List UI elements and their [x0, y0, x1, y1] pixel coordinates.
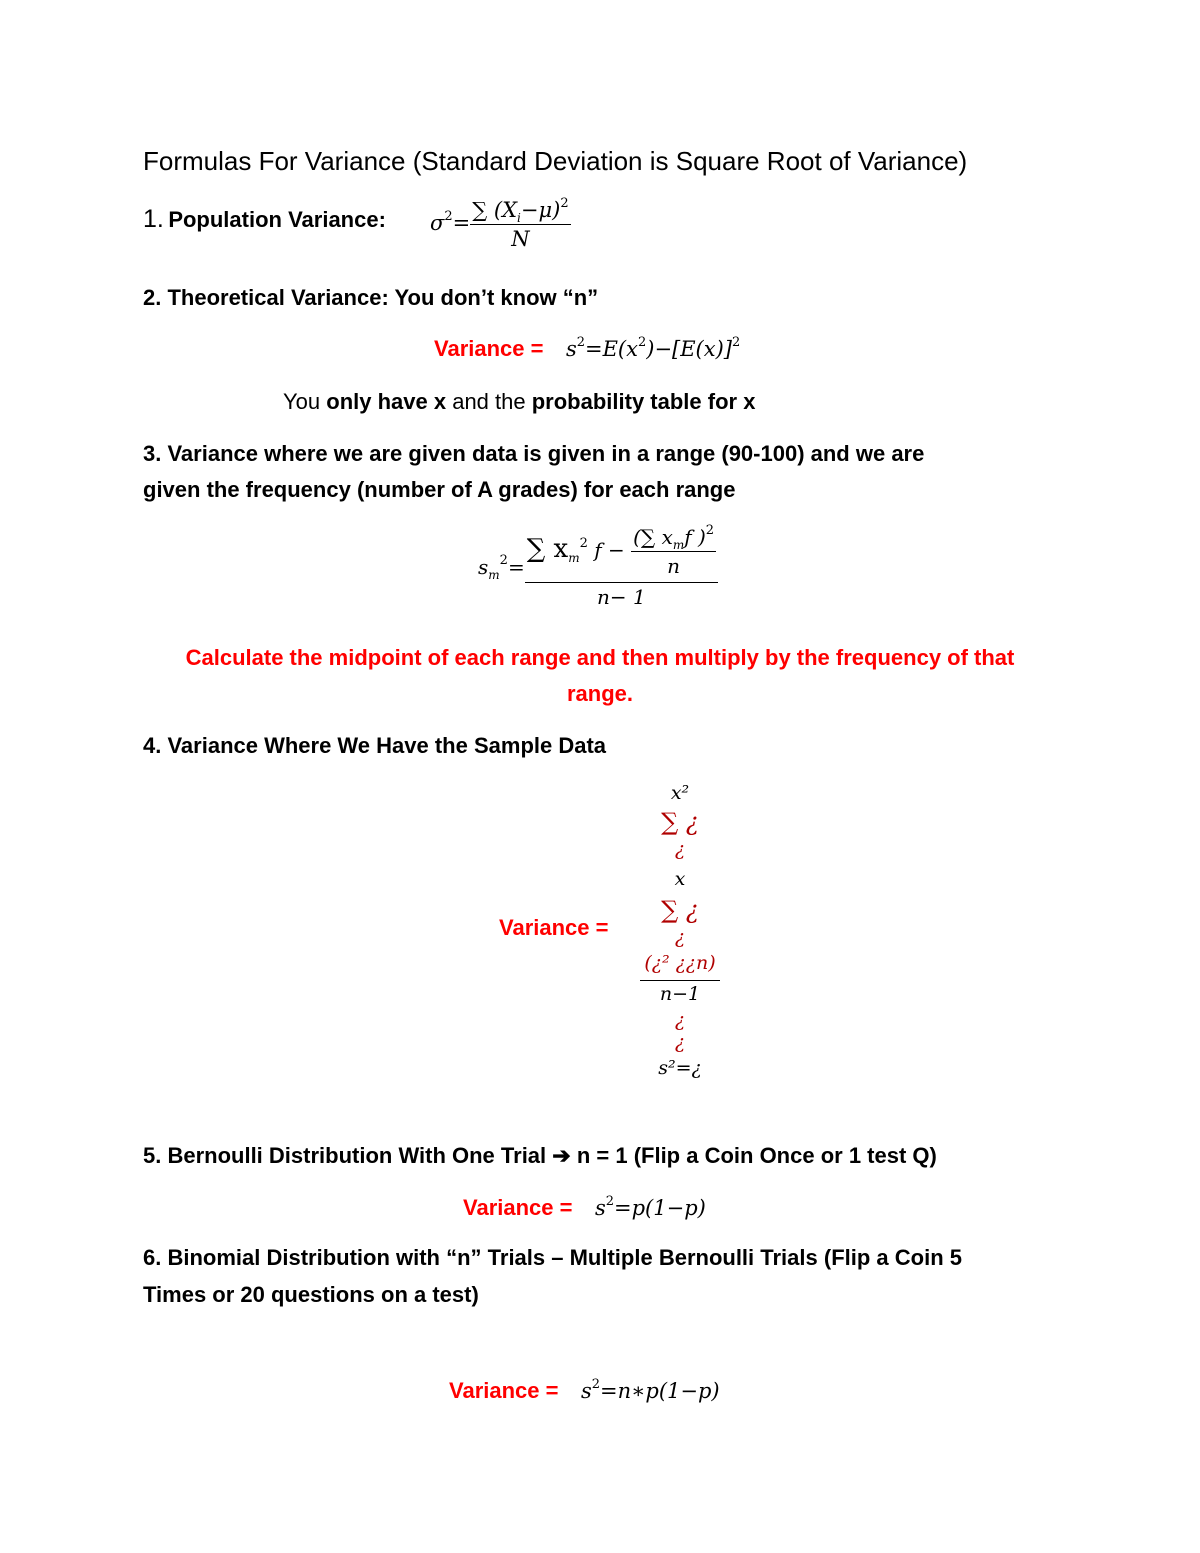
theoretical-variance-formula — [566, 337, 740, 361]
subscript: m — [488, 568, 500, 582]
bernoulli-variance-line — [463, 1195, 706, 1221]
stack-line: ¿ — [674, 838, 686, 860]
formula-middle: =E(x — [585, 337, 638, 361]
sample-variance-garbled-formula — [620, 784, 740, 1085]
population-variance-formula — [430, 198, 571, 251]
stack-line: ∑ ¿ — [661, 808, 699, 836]
heading-text: n = 1 (Flip a Coin Once or 1 test Q) — [570, 1143, 937, 1168]
stack-line: ∑ ¿ — [661, 896, 699, 924]
section-3-note-line2: range. — [566, 681, 634, 706]
section-3-heading-line1: 3. Variance where we are given data is given in a range (90-100) and we are — [143, 441, 925, 466]
numerator-subscript: i — [517, 211, 521, 225]
sigma-symbol: σ — [430, 211, 445, 235]
fraction-numerator: ∑ (X — [472, 198, 518, 222]
inner-numerator: (∑ x — [633, 525, 673, 549]
grouped-variance-fraction — [525, 525, 718, 609]
note-text: You — [283, 389, 327, 414]
right-arrow-icon: ➔ — [552, 1143, 571, 1168]
exponent: 2 — [499, 553, 508, 568]
formula-tail: =p(1−p) — [614, 1196, 706, 1220]
equals-sign: = — [507, 555, 525, 579]
exponent: 2 — [591, 1377, 600, 1392]
grouped-variance-formula — [478, 525, 718, 609]
section-6-heading-line2: Times or 20 questions on a test) — [143, 1282, 479, 1307]
stack-line: ¿ — [674, 1031, 686, 1053]
binomial-variance-formula — [581, 1379, 720, 1403]
note-bold: probability table for x — [531, 389, 756, 414]
s-symbol: s — [580, 1379, 592, 1403]
subscript: m — [672, 538, 685, 552]
section-1 — [143, 205, 386, 234]
fraction-denominator: N — [511, 227, 530, 251]
exponent: 2 — [579, 536, 588, 551]
section-5-heading — [143, 1143, 937, 1169]
stack-line: x — [674, 868, 686, 890]
variance-label: Variance = — [499, 915, 609, 940]
sum-symbol: ∑ x — [526, 534, 569, 564]
stack-line: ¿ — [674, 1009, 686, 1031]
sigma-exponent: 2 — [444, 209, 453, 224]
exponent: 2 — [705, 523, 715, 538]
variance-label: Variance = — [463, 1195, 573, 1220]
variance-label: Variance = — [449, 1378, 559, 1403]
note-bold: only have x — [326, 389, 447, 414]
section-3-heading-line2: given the frequency (number of A grades) for each range — [143, 477, 736, 502]
section-6-heading-line1: 6. Binomial Distribution with “n” Trials – Multiple Bernoulli Trials (Flip a Coin 5 — [143, 1245, 962, 1270]
stack-line: x² — [670, 782, 690, 804]
s-symbol: s — [594, 1196, 606, 1220]
section-2-note — [283, 389, 755, 415]
bernoulli-variance-formula — [595, 1196, 706, 1220]
s-symbol: s — [565, 337, 577, 361]
stack-line: (¿² ¿¿n) — [640, 954, 720, 981]
section-3-note-line1: Calculate the midpoint of each range and then multiply by the frequency of that — [185, 645, 1015, 670]
theoretical-variance-line — [434, 336, 740, 362]
subscript: m — [568, 551, 580, 565]
stack-line: n−1 — [659, 983, 701, 1005]
section-1-number: 1. — [143, 205, 164, 233]
inner-fraction — [631, 525, 716, 578]
section-1-label: Population Variance: — [168, 207, 386, 232]
formula-tail: =n∗p(1−p) — [600, 1379, 720, 1403]
inner-denominator: n — [667, 554, 681, 578]
binomial-variance-line — [449, 1378, 720, 1404]
f-term: f − — [594, 538, 625, 562]
heading-text: 5. Bernoulli Distribution With One Trial — [143, 1143, 553, 1168]
exponent: 2 — [637, 335, 647, 350]
inner-tail: f ) — [684, 525, 706, 549]
equals-sign: = — [452, 211, 471, 235]
population-variance-fraction — [470, 198, 570, 251]
numerator-exponent: 2 — [560, 196, 569, 211]
s-symbol: s — [478, 555, 489, 579]
section-2-heading: 2. Theoretical Variance: You don’t know “n” — [143, 285, 599, 310]
stack-line: s²=¿ — [658, 1057, 702, 1079]
variance-label: Variance = — [434, 336, 544, 361]
stack-line: ¿ — [674, 926, 686, 948]
exponent: 2 — [605, 1194, 614, 1209]
section-4-heading: 4. Variance Where We Have the Sample Data — [143, 733, 607, 758]
exponent: 2 — [731, 335, 741, 350]
exponent: 2 — [576, 335, 585, 350]
numerator-tail: −μ) — [520, 198, 561, 222]
fraction-denominator: n− 1 — [597, 585, 646, 609]
note-text: and the — [446, 389, 532, 414]
page-title: Formulas For Variance (Standard Deviation is Square Root of Variance) — [143, 146, 968, 176]
formula-tail: )−[E(x)] — [646, 337, 732, 361]
